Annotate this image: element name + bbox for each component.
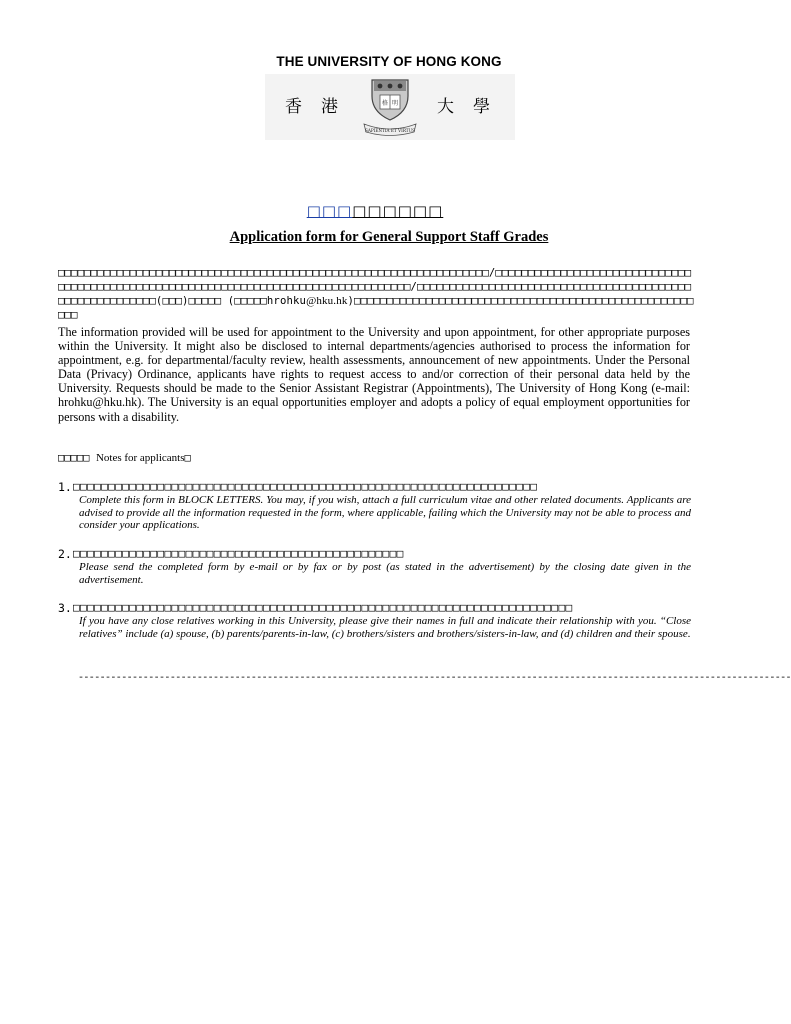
- form-title-english: Application form for General Support Staff Grades: [229, 229, 549, 245]
- university-crest-icon: [362, 76, 418, 138]
- note-chinese: □□□□□□□□□□□□□□□□□□□□□□□□□□□□□□□□□□□□□□□□□□□□□□□: [73, 547, 404, 560]
- note-english: Complete this form in BLOCK LETTERS. You may, if you wish, attach a full curriculum vitae and other related documents. Applicants are advised to provide all the information requested in the form, where applicable, failing which the University may not be able to process and consider your applications.: [79, 494, 691, 532]
- chinese-name-char: 學: [473, 97, 490, 117]
- cut-line-separator: ------------------------------------------------------------------------------------------------------------------------------------: [78, 673, 791, 684]
- notes-heading: □□□□□ Notes for applicants□: [58, 452, 191, 464]
- note-chinese: □□□□□□□□□□□□□□□□□□□□□□□□□□□□□□□□□□□□□□□□□□□□□□□□□□□□□□□□□□□□□□□□□□□□□□□: [73, 601, 573, 614]
- chinese-name-char: 大: [437, 97, 454, 117]
- privacy-notice-english: The information provided will be used for appointment to the University and upon appointment, for other appropriate purposes within the University. It might also be disclosed to internal departments/agencies authorised to process the information for appointment, e.g. for departmental/faculty review, health assessments, announcement of new appointments. Under the Personal Data (Privacy) Ordinance, applicants have rights to request access to and/or correction of their personal data held by the University. Requests should be made to the Senior Assistant Registrar (Appointments), The University of Hong Kong (e-mail: hrohku@hku.hk). The University is an equal opportunities employer and adopts a policy of equal employment opportunities for persons with a disability.: [58, 325, 690, 424]
- university-logo-banner: [265, 74, 515, 140]
- note-number: 3.: [58, 601, 72, 615]
- note-chinese: □□□□□□□□□□□□□□□□□□□□□□□□□□□□□□□□□□□□□□□□□□□□□□□□□□□□□□□□□□□□□□□□□□: [73, 480, 538, 493]
- svg-text:SAPIENTIA ET VIRTUS: SAPIENTIA ET VIRTUS: [364, 128, 416, 133]
- privacy-notice-chinese: □□□□□□□□□□□□□□□□□□□□□□□□□□□□□□□□□□□□□□□□□□□□□□□□□□□□□□□□□□□□□□□□□□/□□□□□□□□□□□□□□□□□□□□□□□□□□□□□□□□□□□□□□□□□□□□□□□□□□□□□□□□□□□□□□□□□□□□□□□□□□□□□□□□□□□□/□□□□□□□□□□□□□□□□□□□□□□□□□□□□□□□□□□□□□□□□□□□□□□□□□□□□□□□□□(□□□)□□□□□ (□□□□□hrohku@hku.hk)□□□□□□□□□□□□□□□□□□□□□□□□□□□□□□□□□□□□□□□□□□□□□□□□□□□□□□□: [58, 267, 694, 321]
- university-name: THE UNIVERSITY OF HONG KONG: [276, 54, 502, 69]
- note-number: 2.: [58, 547, 72, 561]
- chinese-name-char: 香: [285, 97, 302, 117]
- note-english: If you have any close relatives working in this University, please give their names in full and indicate their relationship with you. “Close relatives” include (a) spouse, (b) parents/parents-in-law, (c) brothers/sisters and brothers/sisters-in-law, and (d) children and their spouse.: [79, 615, 691, 640]
- note-english: Please send the completed form by e-mail or by fax or by post (as stated in the advertisement) by the closing date given in the advertisement.: [79, 561, 691, 586]
- note-number: 1.: [58, 480, 72, 494]
- svg-text:格: 格: [381, 100, 389, 107]
- form-title-chinese: □□□□□□□□□: [306, 202, 444, 220]
- form-title-link[interactable]: □□□: [306, 202, 353, 220]
- chinese-name-char: 港: [321, 97, 338, 117]
- svg-text:明: 明: [391, 100, 399, 107]
